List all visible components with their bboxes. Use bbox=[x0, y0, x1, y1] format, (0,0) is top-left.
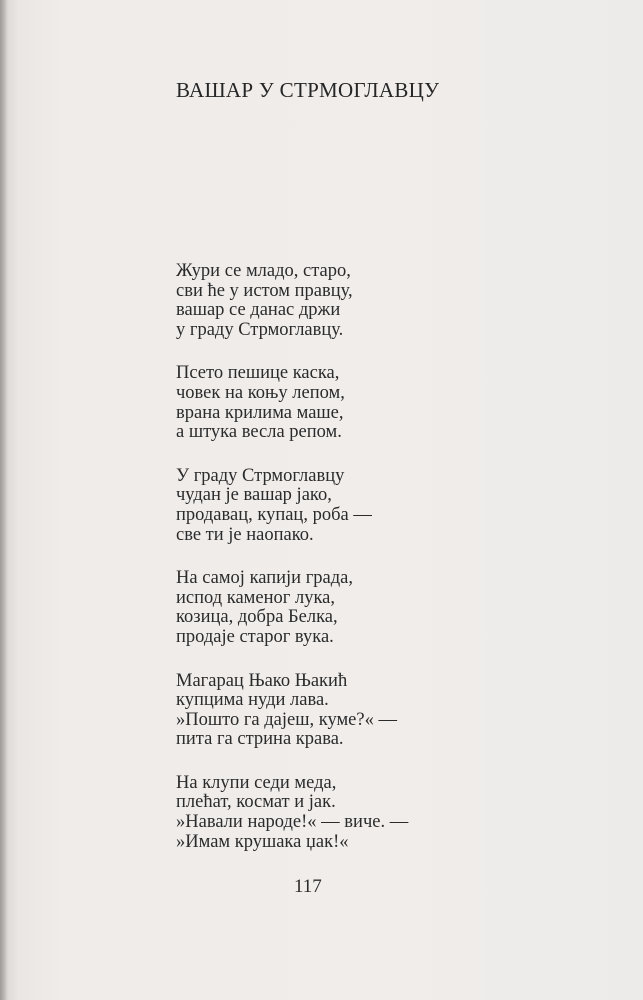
poem-line: козица, добра Белка, bbox=[176, 607, 338, 628]
poem-line: Жури се младо, старо, bbox=[176, 261, 351, 281]
stanza bbox=[176, 364, 476, 442]
stanza bbox=[176, 467, 476, 545]
poem-line: »Имам крушака џак!« bbox=[176, 831, 349, 852]
poem-line: Псето пешице каска, bbox=[176, 363, 340, 384]
poem-line: врана крилима маше, bbox=[176, 402, 344, 423]
poem-title: ВАШАР У СТРМОГЛАВЦУ bbox=[176, 78, 440, 102]
poem-line: купцима нуди лава. bbox=[176, 690, 329, 711]
poem-line: На клупи седи меда, bbox=[176, 772, 337, 793]
poem-line: а штука весла репом. bbox=[176, 422, 342, 443]
page-gutter-shadow bbox=[0, 0, 8, 1000]
poem-line: »Навали народе!« — виче. — bbox=[176, 812, 409, 833]
poem-line: Магарац Њако Њакић bbox=[176, 670, 348, 691]
poem-line: продавац, купац, роба — bbox=[176, 504, 372, 525]
poem-line: »Пошто га дајеш, куме?« — bbox=[176, 709, 397, 730]
page-number: 117 bbox=[294, 876, 322, 897]
poem-body bbox=[176, 262, 476, 876]
poem-line: продаје старог вука. bbox=[176, 626, 334, 647]
stanza bbox=[176, 672, 476, 750]
poem-line: све ти је наопако. bbox=[176, 524, 314, 545]
poem-line: чудан је вашар јако, bbox=[176, 485, 332, 506]
stanza bbox=[176, 569, 476, 647]
poem-line: вашар се данас држи bbox=[176, 300, 341, 321]
stanza bbox=[176, 774, 476, 852]
poem-line: у граду Стрмоглавцу. bbox=[176, 319, 344, 340]
poem-line: човек на коњу лепом, bbox=[176, 382, 345, 403]
poem-line: сви ће у истом правцу, bbox=[176, 280, 353, 301]
poem-line: У граду Стрмоглавцу bbox=[176, 465, 345, 486]
stanza bbox=[176, 262, 476, 340]
poem-line: На самој капији града, bbox=[176, 568, 354, 589]
poem-line: плећат, космат и јак. bbox=[176, 792, 336, 813]
poem-line: испод каменог лука, bbox=[176, 587, 335, 608]
poem-line: пита га стрина крава. bbox=[176, 729, 344, 750]
